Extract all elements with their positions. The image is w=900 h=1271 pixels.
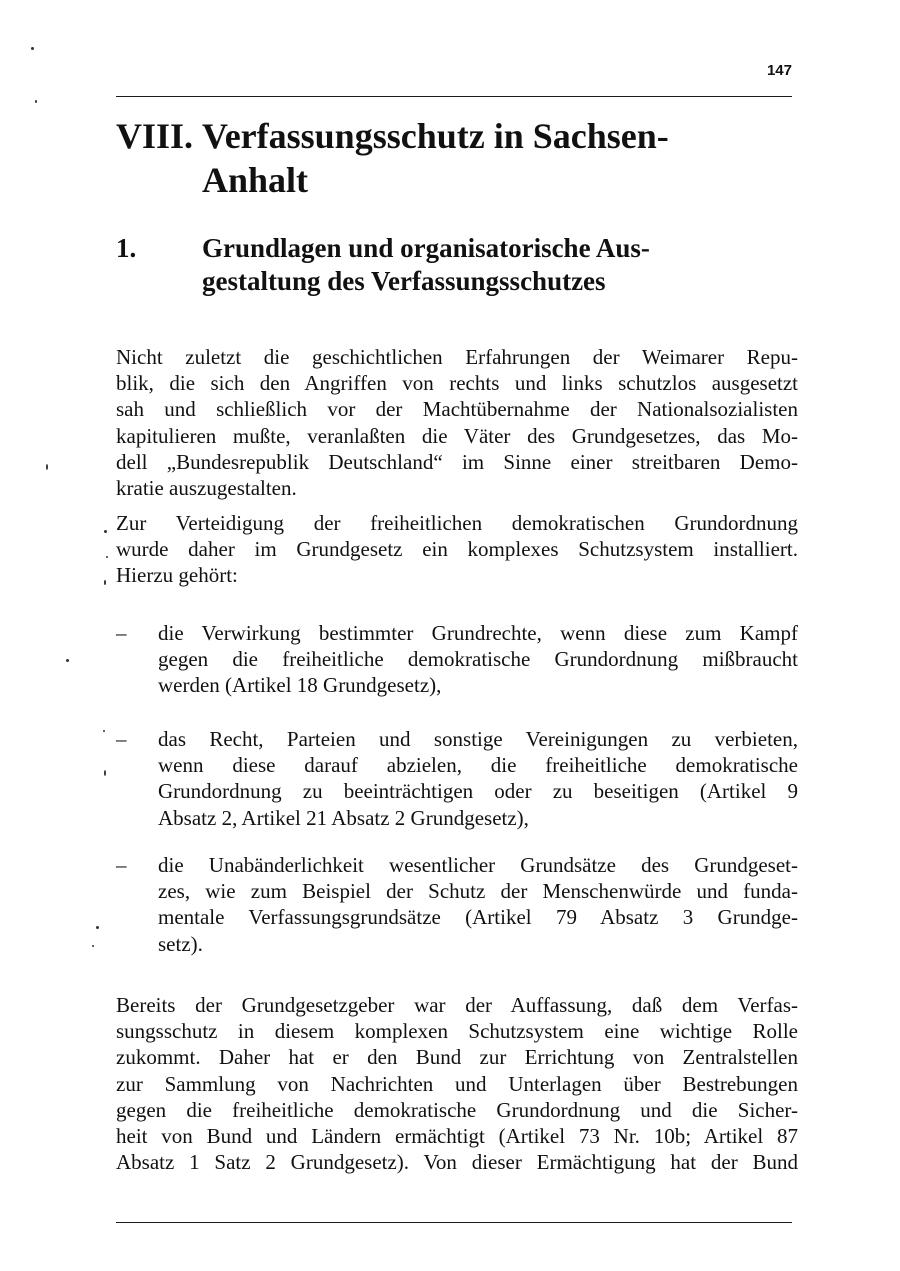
chapter-heading xyxy=(116,114,776,202)
text-line: blik, die sich den Angriffen von rechts und links schutzlos ausgesetzt xyxy=(116,371,798,396)
scan-speck xyxy=(66,659,69,662)
list-item xyxy=(116,726,798,831)
list-item xyxy=(116,852,798,957)
text-line: Zur Verteidigung der freiheitlichen demokratischen Grundordnung xyxy=(116,511,798,535)
section-number: 1. xyxy=(116,233,137,263)
list-bullet: – xyxy=(116,853,127,877)
text-line: wenn diese darauf abzielen, die freiheitliche demokratische xyxy=(158,753,798,778)
text-line: heit von Bund und Ländern ermächtigt (Artikel 73 Nr. 10b; Artikel 87 xyxy=(116,1124,798,1149)
scan-speck xyxy=(46,464,48,470)
scan-speck xyxy=(104,530,107,533)
scan-speck xyxy=(104,770,106,776)
text-line: sungsschutz in diesem komplexen Schutzsystem eine wichtige Rolle xyxy=(116,1019,798,1044)
text-line: dell „Bundesrepublik Deutschland“ im Sinne einer streitbaren Demo- xyxy=(116,449,798,474)
text-line: kratie auszugestalten. xyxy=(116,476,297,501)
paragraph-intro xyxy=(116,344,798,501)
text-line: Hierzu gehört: xyxy=(116,563,238,588)
section-title-line1: Grundlagen und organisatorische Aus- xyxy=(202,233,650,263)
scan-speck xyxy=(103,730,105,732)
list-bullet: – xyxy=(116,621,127,645)
text-line: mentale Verfassungsgrundsätze (Artikel 79 Absatz 3 Grundge- xyxy=(158,905,798,930)
text-line: Bereits der Grundgesetzgeber war der Auffassung, daß dem Verfas- xyxy=(116,993,798,1017)
scan-speck xyxy=(92,945,94,947)
section-heading xyxy=(116,232,776,298)
scan-speck xyxy=(104,580,106,585)
text-line: wurde daher im Grundgesetz ein komplexes Schutzsystem installiert. xyxy=(116,537,798,562)
paragraph-legislator xyxy=(116,992,798,1175)
text-line: das Recht, Parteien und sonstige Vereinigungen zu verbieten, xyxy=(158,727,798,751)
scan-speck xyxy=(31,47,34,50)
scan-speck xyxy=(96,926,99,929)
chapter-title-line1: Verfassungsschutz in Sachsen- xyxy=(202,116,669,156)
chapter-number: VIII. xyxy=(116,116,194,156)
list-bullet: – xyxy=(116,727,127,751)
header-rule xyxy=(116,96,792,97)
text-line: Absatz 2, Artikel 21 Absatz 2 Grundgesetz), xyxy=(158,805,529,830)
text-line: kapitulieren mußte, veranlaßten die Väter des Grundgesetzes, das Mo- xyxy=(116,423,798,448)
paragraph-protection-system xyxy=(116,510,798,589)
text-line: zes, wie zum Beispiel der Schutz der Menschenwürde und funda- xyxy=(158,879,798,904)
text-line: sah und schließlich vor der Machtübernahme der Nationalsozialisten xyxy=(116,397,798,422)
text-line: die Unabänderlichkeit wesentlicher Grundsätze des Grundgeset- xyxy=(158,853,798,877)
text-line: werden (Artikel 18 Grundgesetz), xyxy=(158,673,442,698)
scan-speck xyxy=(35,100,37,103)
list-item-body xyxy=(158,726,798,831)
page-number: 147 xyxy=(766,62,792,79)
text-line: setz). xyxy=(158,931,203,956)
list-item-body xyxy=(158,852,798,957)
text-line: Grundordnung zu beeinträchtigen oder zu beseitigen (Artikel 9 xyxy=(158,779,798,804)
text-line: zukommt. Daher hat er den Bund zur Errichtung von Zentralstellen xyxy=(116,1045,798,1070)
text-line: Absatz 1 Satz 2 Grundgesetz). Von dieser Ermächtigung hat der Bund xyxy=(116,1150,798,1175)
text-line: die Verwirkung bestimmter Grundrechte, wenn diese zum Kampf xyxy=(158,621,798,645)
footer-rule xyxy=(116,1222,792,1223)
chapter-title-line2: Anhalt xyxy=(202,160,309,200)
list-item xyxy=(116,620,798,699)
scan-speck xyxy=(106,556,108,558)
text-line: Nicht zuletzt die geschichtlichen Erfahrungen der Weimarer Repu- xyxy=(116,345,798,369)
section-title-line2: gestaltung des Verfassungsschutzes xyxy=(202,266,606,296)
text-line: gegen die freiheitliche demokratische Grundordnung mißbraucht xyxy=(158,647,798,672)
list-item-body xyxy=(158,620,798,699)
text-line: zur Sammlung von Nachrichten und Unterlagen über Bestrebungen xyxy=(116,1071,798,1096)
text-line: gegen die freiheitliche demokratische Grundordnung und die Sicher- xyxy=(116,1097,798,1122)
